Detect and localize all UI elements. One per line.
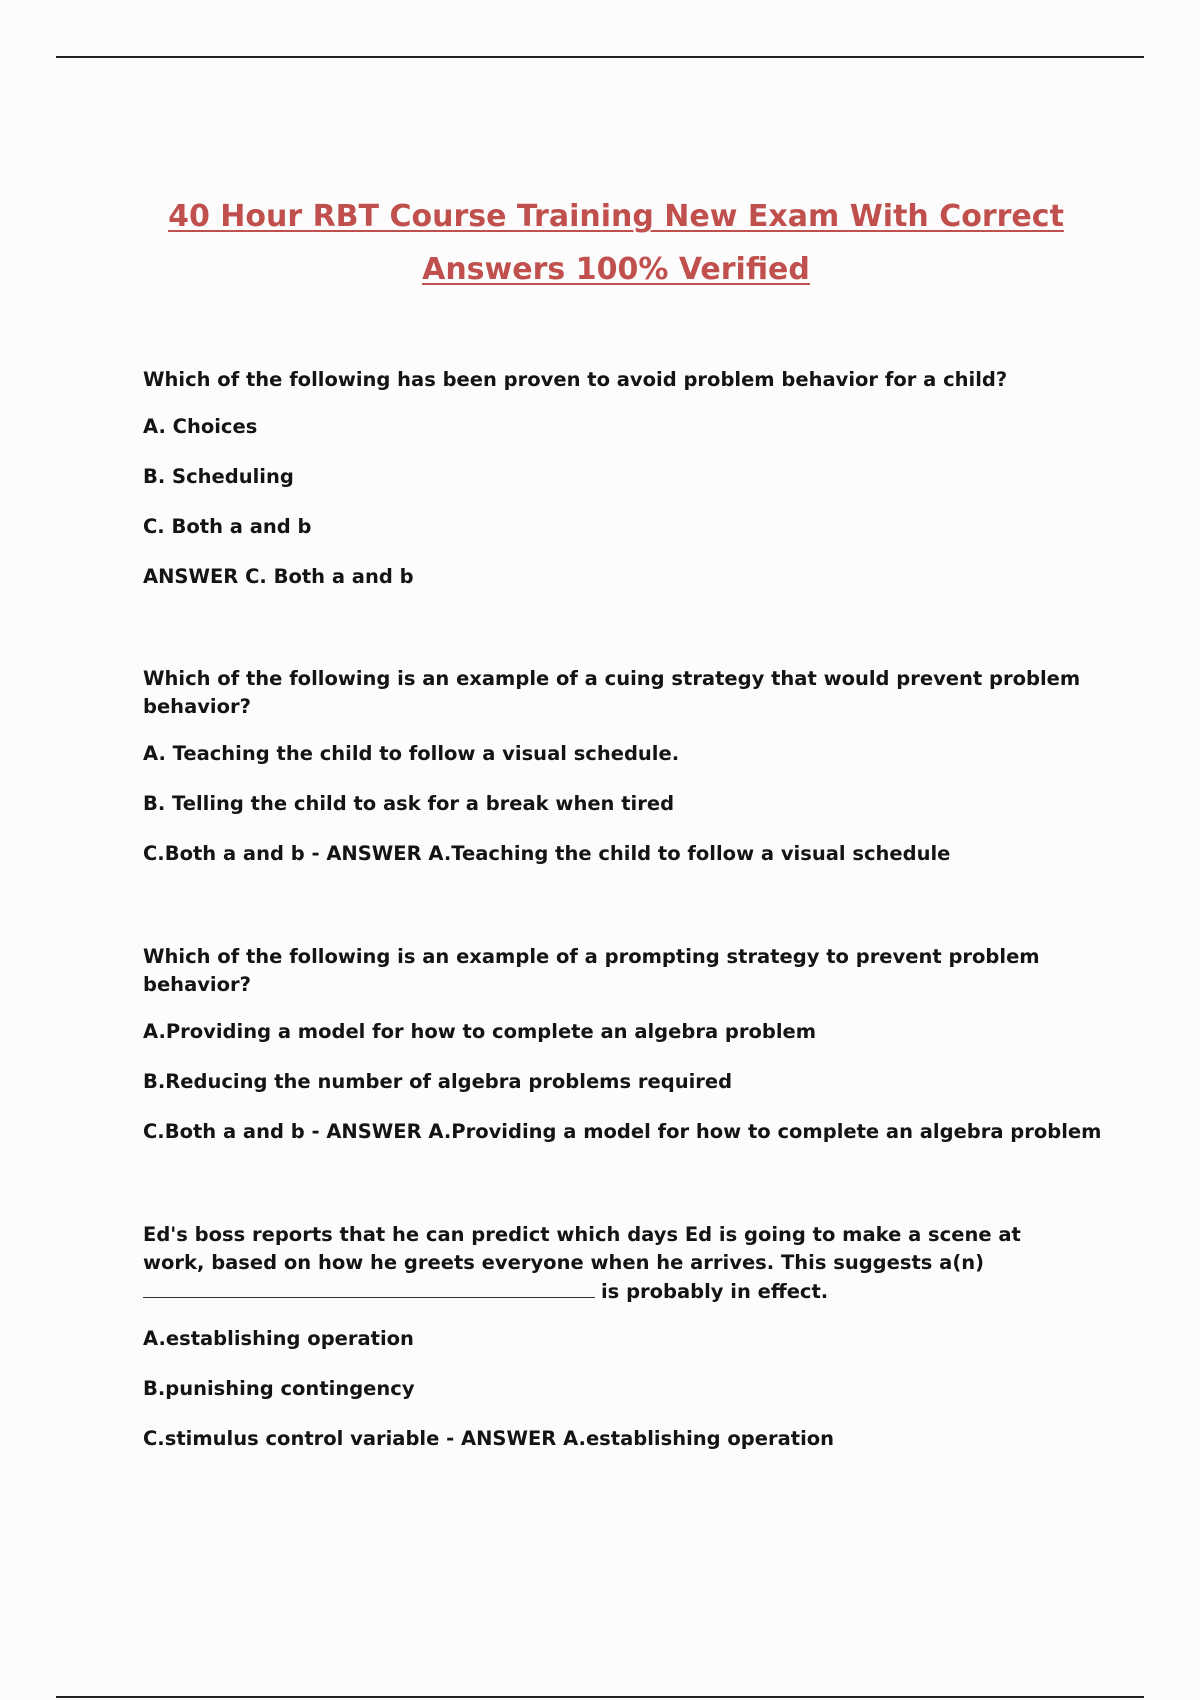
question-block bbox=[143, 366, 1083, 613]
question-stem: Ed's boss reports that he can predict which days Ed is going to make a scene at work, based on how he greets everyone when he arrives. This suggests a(n) bbox=[143, 1223, 1021, 1274]
question-block bbox=[143, 1221, 1083, 1475]
answer-key: ANSWER C. Both a and b bbox=[143, 565, 414, 588]
title-line-1: 40 Hour RBT Course Training New Exam With Correct bbox=[168, 199, 1064, 234]
answer-option: A. Choices bbox=[143, 415, 258, 438]
answer-key: C.Both a and b - ANSWER A.Providing a model for how to complete an algebra problem bbox=[143, 1120, 1102, 1143]
question-block bbox=[143, 665, 1083, 890]
document-title bbox=[130, 190, 1102, 296]
answer-option: B. Scheduling bbox=[143, 465, 294, 488]
answer-option: B. Telling the child to ask for a break when tired bbox=[143, 792, 675, 815]
title-line-2: Answers 100% Verified bbox=[422, 252, 810, 287]
answer-option: A.establishing operation bbox=[143, 1327, 414, 1350]
answer-option: A. Teaching the child to follow a visual schedule. bbox=[143, 742, 680, 765]
question-stem: Which of the following is an example of a cuing strategy that would prevent problem behavior? bbox=[143, 667, 1081, 718]
answer-option: A.Providing a model for how to complete an algebra problem bbox=[143, 1020, 817, 1043]
question-block bbox=[143, 943, 1102, 1168]
question-stem-continuation bbox=[143, 1277, 1083, 1306]
fill-in-blank bbox=[143, 1277, 595, 1298]
question-stem-tail: is probably in effect. bbox=[601, 1280, 829, 1303]
answer-option: B.punishing contingency bbox=[143, 1377, 415, 1400]
answer-option: B.Reducing the number of algebra problems required bbox=[143, 1070, 733, 1093]
answer-key: C.Both a and b - ANSWER A.Teaching the child to follow a visual schedule bbox=[143, 842, 951, 865]
answer-key: C.stimulus control variable - ANSWER A.establishing operation bbox=[143, 1427, 835, 1450]
question-stem: Which of the following is an example of a prompting strategy to prevent problem behavior? bbox=[143, 945, 1040, 996]
question-stem: Which of the following has been proven to avoid problem behavior for a child? bbox=[143, 368, 1008, 391]
top-rule bbox=[56, 56, 1144, 58]
bottom-rule bbox=[56, 1696, 1144, 1698]
answer-option: C. Both a and b bbox=[143, 515, 312, 538]
